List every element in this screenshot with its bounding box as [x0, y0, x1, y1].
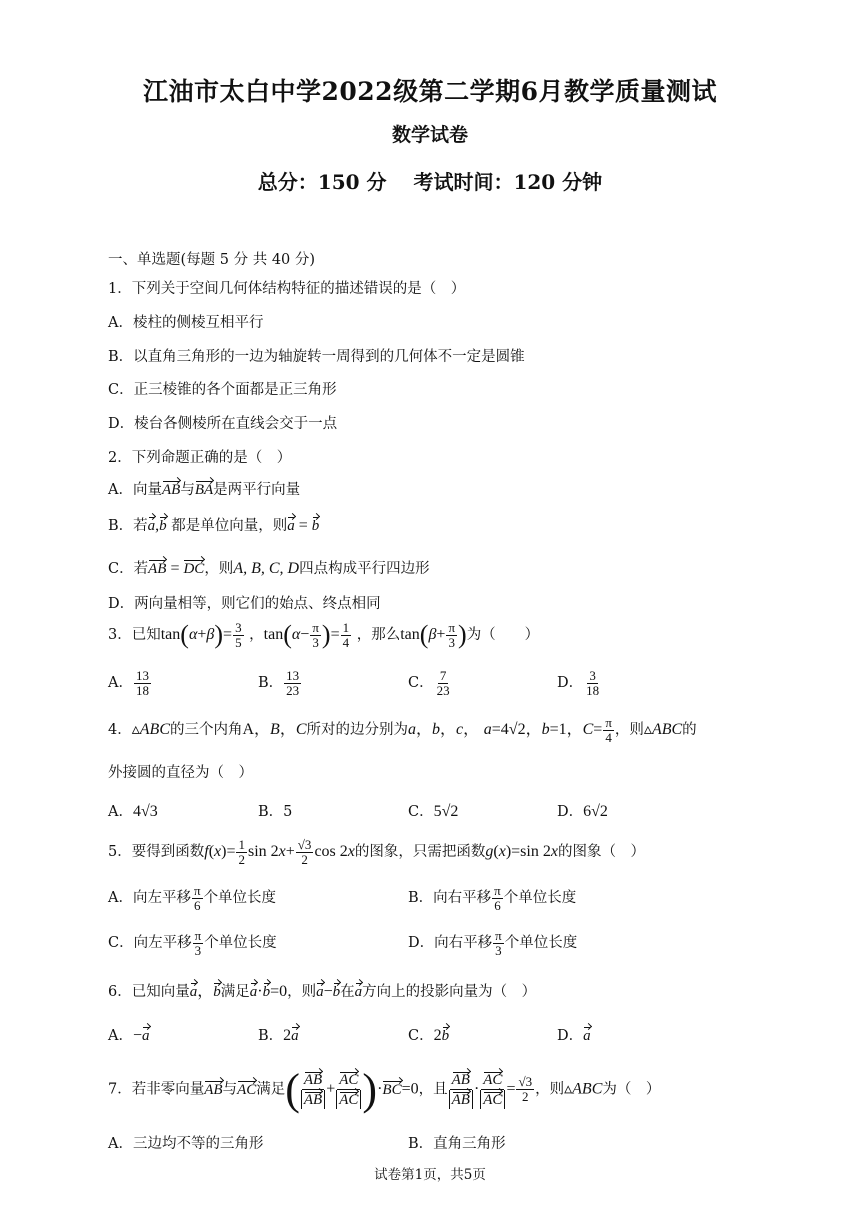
q3-option-c: C． $\frac{7}{23}$: [408, 668, 450, 698]
q5-option-a: A．向左平移 $\frac{\pi}{6}$ 个单位长度: [108, 883, 277, 913]
q4-option-c: C．5√2: [408, 803, 459, 820]
q2-option-b: B．若a,b 都是单位向量，则a = b: [108, 517, 320, 534]
q2-option-c: C．若AB = DC，则A, B, C, D四点构成平行四边形: [108, 560, 430, 577]
q3-stem: 3．已知tan(α+β)= $\frac{3}{5}$ ，tan(α− $\frac{\pi}{3}$ )= $\frac{1}{4}$ ，那么tan(β+ $\frac{\pi}{3}$ )为（ ）: [108, 619, 540, 650]
q1-stem: 1．下列关于空间几何体结构特征的描述错误的是（ ）: [108, 281, 466, 297]
q6-option-d: D．a: [557, 1024, 591, 1045]
q5-option-c: C．向左平移 $\frac{\pi}{3}$ 个单位长度: [108, 928, 277, 958]
page-footer: 试卷第1页，共5页: [374, 1167, 486, 1183]
q1-option-d: D．棱台各侧棱所在直线会交于一点: [108, 416, 338, 432]
q4-option-a: A．4√3: [108, 803, 158, 820]
q3-option-a: A． $\frac{13}{18}$: [108, 668, 149, 698]
q4-option-b: B．5: [258, 804, 293, 820]
exam-subject: 数学试卷: [391, 124, 468, 146]
q3-option-d: D． $\frac{3}{18}$: [557, 668, 600, 698]
q5-stem: 5．要得到函数f(x)= $\frac{1}{2}$ sin 2x+ $\frac{√3}{2}$ cos 2x的图象，只需把函数g(x)=sin 2x的图象（ ）: [108, 837, 645, 867]
exam-meta: 总分：150 分 考试时间：120 分钟: [257, 170, 603, 194]
q6-option-b: B．2a: [258, 1027, 299, 1044]
q6-option-a: A．−a: [108, 1027, 150, 1044]
q4-option-d: D．6√2: [557, 803, 608, 820]
q7-option-b: B．直角三角形: [408, 1136, 506, 1152]
q5-option-d: D．向右平移 $\frac{\pi}{3}$ 个单位长度: [408, 928, 578, 958]
q5-option-b: B．向右平移 $\frac{\pi}{6}$ 个单位长度: [408, 883, 577, 913]
q2-stem: 2．下列命题正确的是（ ）: [108, 450, 292, 466]
q1-option-a: A．棱柱的侧棱互相平行: [108, 315, 264, 331]
section-heading: 一、单选题(每题 5 分 共 40 分): [108, 252, 316, 268]
q1-option-b: B．以直角三角形的一边为轴旋转一周得到的几何体不一定是圆锥: [108, 349, 525, 365]
q3-option-b: B． $\frac{13}{23}$: [258, 668, 300, 698]
q1-option-c: C．正三棱锥的各个面都是正三角形: [108, 382, 337, 398]
q6-stem: 6．已知向量a，b满足a·b=0，则a−b在a方向上的投影向量为（ ）: [108, 983, 537, 1000]
q2-option-d: D．两向量相等，则它们的始点、终点相同: [108, 596, 381, 612]
exam-title: 江油市太白中学2022级第二学期6月教学质量测试: [143, 77, 717, 106]
q7-option-a: A．三边均不等的三角形: [108, 1136, 264, 1152]
q4-stem: 4．▵ABC的三个内角A，B，C所对的边分别为a，b，c， a=4√2，b=1，C= $\frac{\pi}{4}$ ，则▵ABC的: [108, 715, 697, 745]
q4-line2: 外接圆的直径为（ ）: [108, 765, 253, 781]
q2-option-a: A．向量AB与BA是两平行向量: [108, 478, 300, 499]
q6-option-c: C．2b: [408, 1027, 450, 1044]
q7-stem: 7．若非零向量AB与AC满足( $\frac{AB}{AB}$ + $\frac{AC}{AC}$ )·BC=0，且 $\frac{AB}{AB}$ · $\frac{AC}{AC}$ = $\frac{√3}{2}$ ，则▵ABC为（ ）: [108, 1065, 661, 1114]
